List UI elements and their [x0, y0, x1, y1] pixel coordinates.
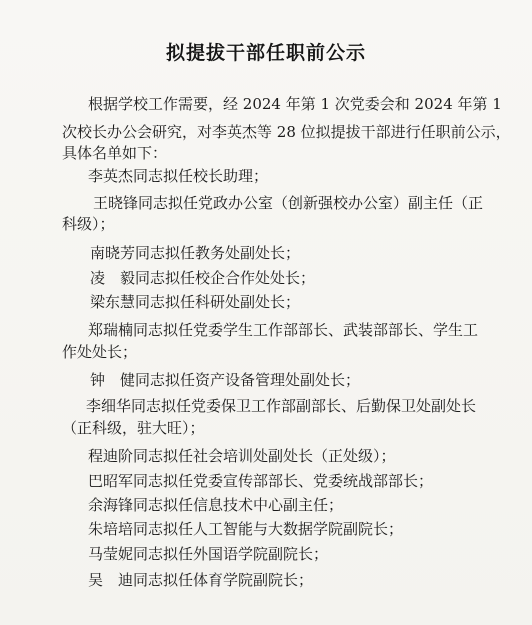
- list-item-11: 余海锋同志拟任信息技术中心副主任；: [88, 496, 344, 514]
- list-item-9: 程迪阶同志拟任社会培训处副处长（正处级）；: [88, 447, 396, 465]
- list-item-3: 南晓芳同志拟任教务处副处长；: [90, 244, 301, 262]
- list-item-2: 王晓锋同志拟任党政办公室（创新强校办公室）副主任（正: [93, 194, 484, 212]
- list-item-1: 李英杰同志拟任校长助理；: [88, 167, 269, 185]
- list-item-8-cont: （正科级，驻大旺）；: [62, 419, 205, 437]
- list-item-6: 郑瑞楠同志拟任党委学生工作部部长、武装部部长、学生工: [88, 321, 479, 339]
- list-item-4: 凌 毅同志拟任校企合作处处长；: [90, 269, 316, 287]
- list-item-8: 李细华同志拟任党委保卫工作部副部长、后勤保卫处副处长: [86, 397, 477, 415]
- intro-line-3: 具体名单如下：: [62, 144, 168, 162]
- list-item-14: 吴 迪同志拟任体育学院副院长；: [88, 571, 314, 589]
- intro-line-2: 次校长办公会研究，对李英杰等 28 位拟提拔干部进行任职前公示，: [62, 123, 511, 141]
- list-item-7: 钟 健同志拟任资产设备管理处副处长；: [90, 371, 361, 389]
- list-item-6-cont: 作处处长；: [62, 343, 138, 361]
- list-item-2-cont: 科级）；: [62, 215, 115, 233]
- page-title: 拟提拔干部任职前公示: [165, 42, 366, 64]
- list-item-10: 巴昭军同志拟任党委宣传部部长、党委统战部部长；: [88, 472, 434, 490]
- list-item-13: 马莹妮同志拟任外国语学院副院长；: [88, 545, 329, 563]
- intro-line-1: 根据学校工作需要，经 2024 年第 1 次党委会和 2024 年第 1: [88, 95, 502, 113]
- list-item-5: 梁东慧同志拟任科研处副处长；: [90, 293, 301, 311]
- list-item-12: 朱培培同志拟任人工智能与大数据学院副院长；: [88, 520, 404, 538]
